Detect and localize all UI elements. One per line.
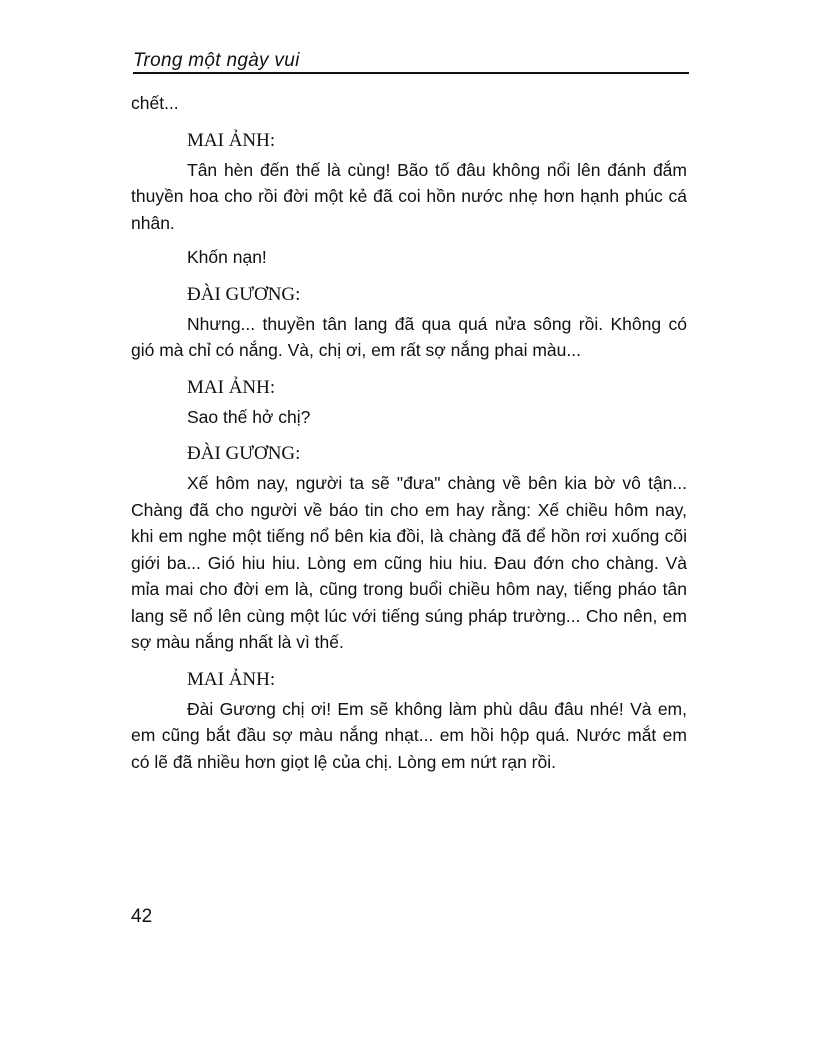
speaker-label: MAI ẢNH: — [187, 129, 276, 151]
paragraph: Xế hôm nay, người ta sẽ "đưa" chàng về bên kia bờ vô tận... Chàng đã cho người về báo tin cho em hay rằng: Xế chiều hôm nay, khi em nghe một tiếng nổ bên kia đồi, là chàng đã để hồn rơi xuống cõi giới ba... Gió hiu hiu. Lòng em cũng hiu hiu. Đau đớn cho chàng. Và mỉa mai cho đời em là, cũng trong buổi chiều hôm nay, tiếng pháo tân lang sẽ nổ lên cùng một lúc với tiếng súng pháp trường... Cho nên, em sợ màu nắng nhất là vì thế. — [131, 473, 687, 652]
speaker-label: MAI ẢNH: — [187, 668, 276, 690]
paragraph: Sao thế hở chị? — [187, 406, 311, 427]
paragraph: Tân hèn đến thế là cùng! Bão tố đâu không nổi lên đánh đắm thuyền hoa cho rồi đời một kẻ đã coi hồn nước nhẹ hơn hạnh phúc cá nhân. — [131, 159, 687, 233]
page-body — [131, 90, 687, 775]
speaker-label: MAI ẢNH: — [187, 376, 276, 398]
speaker-label: ĐÀI GƯƠNG: — [187, 443, 301, 464]
page-number: 42 — [131, 906, 153, 927]
paragraph: Nhưng... thuyền tân lang đã qua quá nửa sông rồi. Không có gió mà chỉ có nắng. Và, chị ơi, em rất sợ nắng phai màu... — [131, 313, 687, 360]
speaker-label: ĐÀI GƯƠNG: — [187, 283, 301, 305]
running-header — [133, 50, 689, 74]
header-title: Trong một ngày vui — [133, 50, 300, 71]
paragraph: Đài Gương chị ơi! Em sẽ không làm phù dâu đâu nhé! Và em, em cũng bắt đầu sợ màu nắng nhạt... em hồi hộp quá. Nước mắt em có lẽ đã nhiều hơn giọt lệ của chị. Lòng em nứt rạn rồi. — [131, 698, 687, 772]
paragraph: chết... — [131, 93, 179, 113]
paragraph: Khốn nạn! — [187, 247, 267, 267]
